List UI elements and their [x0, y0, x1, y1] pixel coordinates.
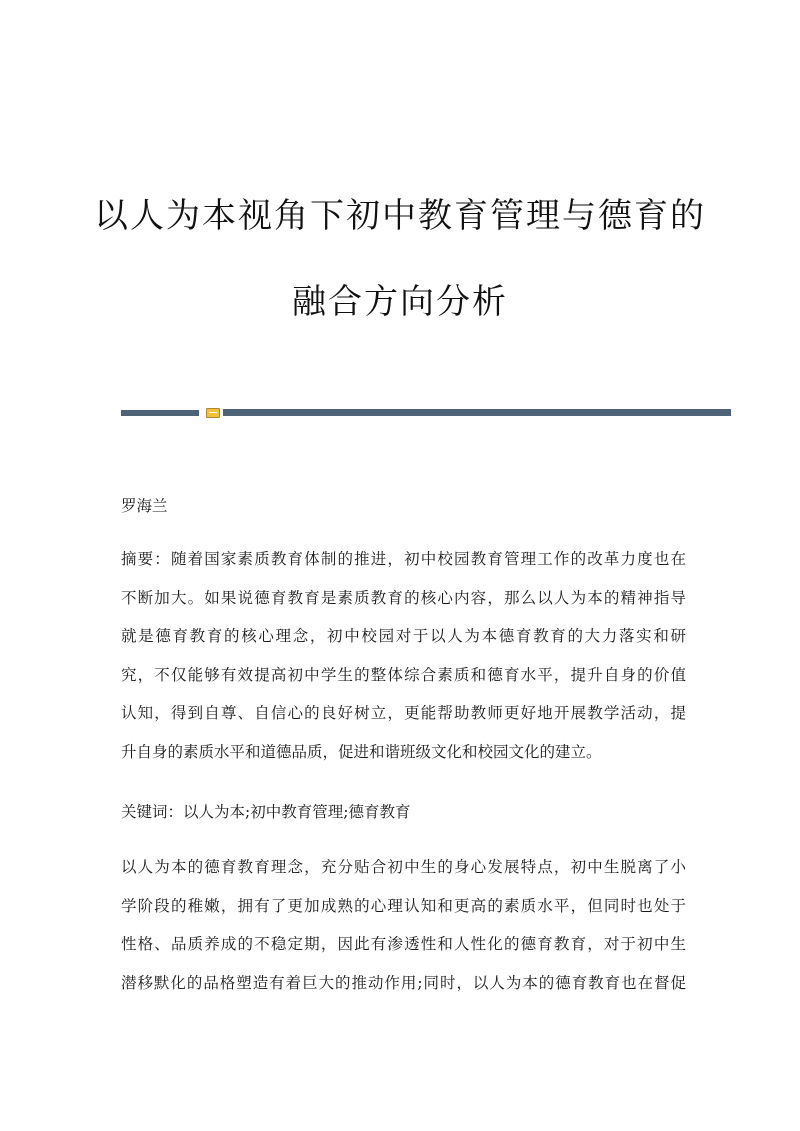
- abstract-paragraph: [121, 540, 686, 771]
- body-paragraph: [121, 848, 686, 1002]
- body-line: 性格、品质养成的不稳定期，因此有渗透性和人性化的德育教育，对于初中生: [121, 935, 686, 953]
- abstract-line: 究，不仅能够有效提高初中学生的整体综合素质和德育水平，提升自身的价值: [121, 665, 686, 684]
- abstract-line: 升自身的素质水平和道德品质，促进和谐班级文化和校园文化的建立。: [121, 742, 602, 761]
- title-divider: [121, 409, 731, 417]
- document-title-line-1: 以人为本视角下初中教育管理与德育的: [94, 196, 706, 236]
- body-line: 学阶段的稚嫩，拥有了更加成熟的心理认知和更高的素质水平，但同时也处于: [121, 896, 686, 915]
- document-title-line-2: 融合方向分析: [292, 282, 508, 322]
- abstract-line: 不断加大。如果说德育教育是素质教育的核心内容，那么以人为本的精神指导: [121, 588, 686, 607]
- keywords-line: 关键词：以人为本;初中教育管理;德育教育: [121, 803, 411, 821]
- abstract-line: 就是德育教育的核心理念，初中校园对于以人为本德育教育的大力落实和研: [121, 627, 686, 645]
- divider-left-segment: [121, 410, 199, 416]
- body-line: 潜移默化的品格塑造有着巨大的推动作用;同时，以人为本的德育教育也在督促: [121, 973, 686, 992]
- body-line: 以人为本的德育教育理念，充分贴合初中生的身心发展特点，初中生脱离了小: [121, 858, 686, 876]
- abstract-line: 摘要：随着国家素质教育体制的推进，初中校园教育管理工作的改革力度也在: [121, 550, 686, 568]
- divider-right-segment: [223, 409, 731, 416]
- divider-badge-icon: [206, 408, 220, 418]
- abstract-line: 认知，得到自尊、自信心的良好树立，更能帮助教师更好地开展教学活动，提: [121, 704, 686, 722]
- author-name: 罗海兰: [121, 497, 168, 515]
